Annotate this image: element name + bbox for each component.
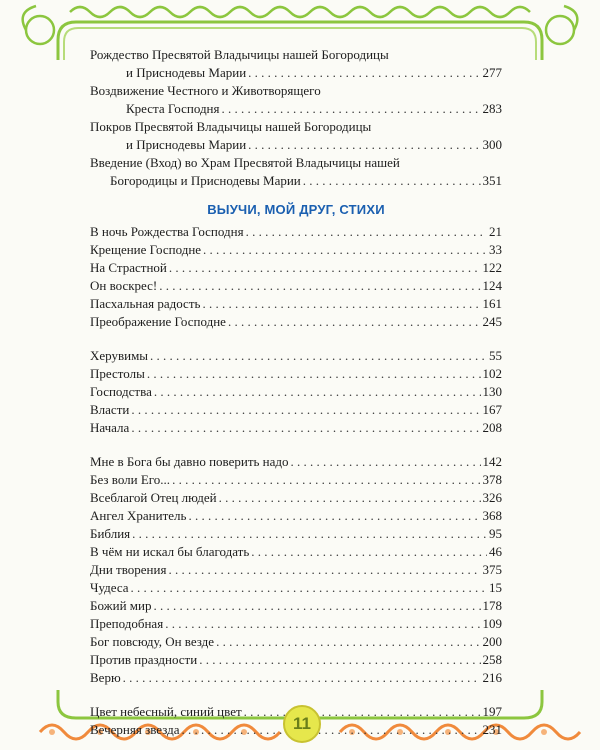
table-of-contents xyxy=(90,46,502,739)
group-spacer xyxy=(90,437,502,453)
toc-entry-page: 142 xyxy=(482,454,502,469)
leader-dots xyxy=(153,597,480,615)
toc-entry xyxy=(90,118,502,154)
leader-dots xyxy=(172,471,480,489)
leader-dots xyxy=(123,669,481,687)
leader-dots xyxy=(251,543,487,561)
leader-dots xyxy=(228,313,481,331)
toc-entry xyxy=(90,561,502,579)
toc-entry-title: Божий мир xyxy=(90,598,152,613)
leader-dots xyxy=(199,651,480,669)
toc-entry xyxy=(90,453,502,471)
toc-entry-title: Креста Господня xyxy=(126,101,220,116)
leader-dots xyxy=(248,64,480,82)
toc-entry-title: Власти xyxy=(90,402,130,417)
toc-entry-title: Он воскрес! xyxy=(90,278,158,293)
poems-group-1 xyxy=(90,223,502,331)
leader-dots xyxy=(248,136,480,154)
toc-entry-title: и Приснодевы Марии xyxy=(126,137,247,152)
poems-group-2 xyxy=(90,347,502,437)
toc-entry-title: Крещение Господне xyxy=(90,242,202,257)
toc-entry-title: Бог повсюду, Он везде xyxy=(90,634,215,649)
toc-entry xyxy=(90,401,502,419)
section-heading: ВЫУЧИ, МОЙ ДРУГ, СТИХИ xyxy=(207,202,385,217)
toc-entry-title: и Приснодевы Марии xyxy=(126,65,247,80)
toc-entry-page: 208 xyxy=(482,420,502,435)
toc-entry-page: 197 xyxy=(482,704,502,719)
toc-entry-page: 277 xyxy=(482,65,502,80)
toc-entry xyxy=(90,277,502,295)
leader-dots xyxy=(147,365,481,383)
toc-entry xyxy=(90,507,502,525)
toc-entry-page: 102 xyxy=(482,366,502,381)
leader-dots xyxy=(132,525,487,543)
leader-dots xyxy=(131,419,480,437)
leader-dots xyxy=(203,241,487,259)
toc-entry xyxy=(90,651,502,669)
toc-entry xyxy=(90,489,502,507)
toc-entry-page: 15 xyxy=(489,580,502,595)
toc-entry xyxy=(90,295,502,313)
group-spacer xyxy=(90,687,502,703)
leader-dots xyxy=(291,453,481,471)
toc-entry xyxy=(90,525,502,543)
toc-entry-title: Престолы xyxy=(90,366,145,381)
toc-entry-title: Херувимы xyxy=(90,348,149,363)
leader-dots xyxy=(159,277,480,295)
page-number-badge: 11 xyxy=(283,705,321,743)
toc-entry xyxy=(90,669,502,687)
toc-entry xyxy=(90,313,502,331)
leader-dots xyxy=(182,721,481,739)
toc-entry-page: 283 xyxy=(482,101,502,116)
toc-entry-page: 109 xyxy=(482,616,502,631)
toc-entry xyxy=(90,154,502,190)
toc-entry-title: На Страстной xyxy=(90,260,167,275)
toc-entry-page: 258 xyxy=(482,652,502,667)
toc-entry-title: Введение (Вход) во Храм Пресвятой Владычицы нашей xyxy=(90,155,400,170)
toc-entry-title: Воздвижение Честного и Животворящего xyxy=(90,83,321,98)
toc-entry-title: Пасхальная радость xyxy=(90,296,201,311)
toc-entry-title: Цвет небесный, синий цвет xyxy=(90,704,242,719)
toc-entry-page: 55 xyxy=(489,348,502,363)
leader-dots xyxy=(169,259,481,277)
toc-entry-page: 161 xyxy=(482,296,502,311)
leader-dots xyxy=(168,561,480,579)
leader-dots xyxy=(216,633,480,651)
toc-entry-page: 33 xyxy=(489,242,502,257)
toc-entry-title: Рождество Пресвятой Владычицы нашей Богородицы xyxy=(90,47,389,62)
toc-entry-page: 351 xyxy=(482,173,502,188)
leader-dots xyxy=(131,579,487,597)
toc-entry-title: Верю xyxy=(90,670,121,685)
leader-dots xyxy=(222,100,481,118)
toc-entry xyxy=(90,419,502,437)
toc-entry-page: 378 xyxy=(482,472,502,487)
toc-entry-title: В ночь Рождества Господня xyxy=(90,224,244,239)
toc-entry-title: Вечерняя звезда xyxy=(90,722,180,737)
toc-entry-page: 300 xyxy=(482,137,502,152)
toc-top-group xyxy=(90,46,502,190)
toc-entry xyxy=(90,46,502,82)
toc-entry-page: 95 xyxy=(489,526,502,541)
toc-entry-title: Покров Пресвятой Владычицы нашей Богородицы xyxy=(90,119,372,134)
toc-entry-page: 21 xyxy=(489,224,502,239)
toc-entry-page: 130 xyxy=(482,384,502,399)
leader-dots xyxy=(244,703,481,721)
toc-entry-title: Библия xyxy=(90,526,131,541)
toc-entry-page: 178 xyxy=(482,598,502,613)
toc-entry xyxy=(90,241,502,259)
toc-entry-page: 124 xyxy=(482,278,502,293)
toc-entry xyxy=(90,615,502,633)
toc-entry-page: 368 xyxy=(482,508,502,523)
toc-entry xyxy=(90,82,502,118)
toc-entry-page: 245 xyxy=(482,314,502,329)
toc-entry-title: Начала xyxy=(90,420,130,435)
toc-entry-page: 216 xyxy=(482,670,502,685)
leader-dots xyxy=(219,489,481,507)
leader-dots xyxy=(202,295,480,313)
toc-entry-title: Всеблагой Отец людей xyxy=(90,490,217,505)
toc-entry-title: Преподобная xyxy=(90,616,164,631)
toc-entry xyxy=(90,579,502,597)
toc-entry-page: 46 xyxy=(489,544,502,559)
toc-entry-title: Ангел Хранитель xyxy=(90,508,187,523)
toc-entry xyxy=(90,347,502,365)
toc-entry xyxy=(90,633,502,651)
toc-entry-title: Против праздности xyxy=(90,652,198,667)
toc-entry-page: 326 xyxy=(482,490,502,505)
poems-group-3 xyxy=(90,453,502,687)
toc-entry xyxy=(90,365,502,383)
toc-entry-page: 231 xyxy=(482,722,502,737)
toc-entry xyxy=(90,259,502,277)
toc-entry-title: Чудеса xyxy=(90,580,129,595)
toc-entry-page: 122 xyxy=(482,260,502,275)
leader-dots xyxy=(246,223,487,241)
toc-entry xyxy=(90,471,502,489)
toc-entry-title: В чём ни искал бы благодать xyxy=(90,544,250,559)
leader-dots xyxy=(131,401,480,419)
leader-dots xyxy=(154,383,481,401)
toc-entry xyxy=(90,543,502,561)
toc-entry-title: Без воли Его... xyxy=(90,472,171,487)
leader-dots xyxy=(150,347,487,365)
toc-entry xyxy=(90,597,502,615)
group-spacer xyxy=(90,331,502,347)
toc-entry-title: Богородицы и Приснодевы Марии xyxy=(110,173,301,188)
leader-dots xyxy=(188,507,480,525)
toc-entry-page: 375 xyxy=(482,562,502,577)
toc-entry xyxy=(90,383,502,401)
toc-entry-title: Господства xyxy=(90,384,152,399)
toc-entry-page: 200 xyxy=(482,634,502,649)
leader-dots xyxy=(303,172,481,190)
toc-entry xyxy=(90,223,502,241)
toc-entry-title: Мне в Бога бы давно поверить надо xyxy=(90,454,289,469)
toc-entry-page: 167 xyxy=(482,402,502,417)
toc-entry-title: Преображение Господне xyxy=(90,314,226,329)
toc-entry-title: Дни творения xyxy=(90,562,167,577)
leader-dots xyxy=(165,615,480,633)
